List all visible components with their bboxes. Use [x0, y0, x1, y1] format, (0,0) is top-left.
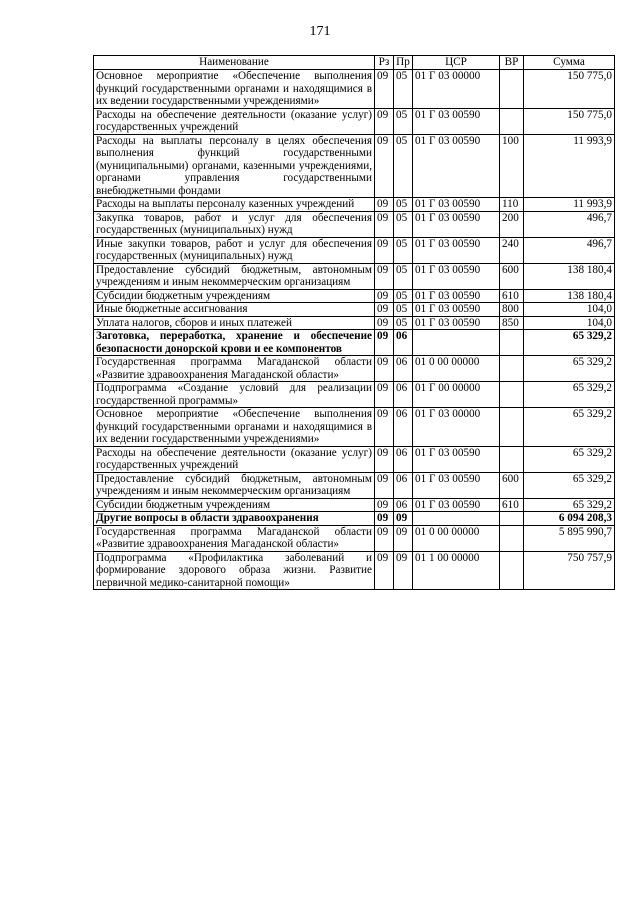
cell-pr: 06 [394, 498, 413, 512]
cell-vr [500, 525, 524, 551]
cell-pr: 05 [394, 237, 413, 263]
cell-csr: 01 Г 00 00000 [413, 382, 500, 408]
cell-sum: 750 757,9 [524, 551, 615, 590]
cell-sum: 138 180,4 [524, 289, 615, 303]
cell-vr [500, 446, 524, 472]
cell-csr: 01 Г 03 00000 [413, 408, 500, 447]
cell-csr [413, 330, 500, 356]
cell-sum: 6 094 208,3 [524, 512, 615, 526]
table-row [94, 134, 615, 198]
cell-pr: 05 [394, 303, 413, 317]
cell-rz: 09 [375, 525, 394, 551]
cell-rz: 09 [375, 446, 394, 472]
cell-vr [500, 70, 524, 109]
cell-rz: 09 [375, 498, 394, 512]
cell-name: Подпрограмма «Создание условий для реализации государственной программы» [94, 382, 375, 408]
header-vr: ВР [500, 56, 524, 70]
cell-pr: 05 [394, 263, 413, 289]
cell-vr: 240 [500, 237, 524, 263]
cell-sum: 65 329,2 [524, 472, 615, 498]
cell-pr: 09 [394, 512, 413, 526]
cell-rz: 09 [375, 134, 394, 198]
cell-vr: 850 [500, 316, 524, 330]
table-body [94, 70, 615, 590]
cell-pr: 06 [394, 472, 413, 498]
cell-csr: 01 Г 03 00590 [413, 198, 500, 212]
table-row [94, 330, 615, 356]
cell-pr: 05 [394, 108, 413, 134]
cell-vr [500, 551, 524, 590]
cell-sum: 11 993,9 [524, 134, 615, 198]
header-pr: Пр [394, 56, 413, 70]
cell-rz: 09 [375, 211, 394, 237]
cell-vr: 110 [500, 198, 524, 212]
cell-csr: 01 Г 03 00590 [413, 289, 500, 303]
cell-sum: 65 329,2 [524, 382, 615, 408]
cell-name: Расходы на выплаты персоналу в целях обеспечения выполнения функций государственными (муниципальными) органами, казенными учреждениями, органами управления государственными внебюджетными фондами [94, 134, 375, 198]
table-row [94, 446, 615, 472]
cell-name: Подпрограмма «Профилактика заболеваний и формирование здорового образа жизни. Развитие первичной медико-санитарной помощи» [94, 551, 375, 590]
table-row [94, 498, 615, 512]
cell-vr: 600 [500, 263, 524, 289]
cell-vr [500, 356, 524, 382]
table-row [94, 70, 615, 109]
table-row [94, 382, 615, 408]
cell-rz: 09 [375, 512, 394, 526]
cell-csr: 01 Г 03 00590 [413, 237, 500, 263]
cell-pr: 09 [394, 525, 413, 551]
cell-sum: 104,0 [524, 316, 615, 330]
cell-vr: 610 [500, 498, 524, 512]
cell-sum: 138 180,4 [524, 263, 615, 289]
cell-rz: 09 [375, 330, 394, 356]
header-csr: ЦСР [413, 56, 500, 70]
cell-csr: 01 1 00 00000 [413, 551, 500, 590]
cell-sum: 65 329,2 [524, 330, 615, 356]
cell-csr [413, 512, 500, 526]
cell-csr: 01 Г 03 00590 [413, 108, 500, 134]
cell-sum: 65 329,2 [524, 446, 615, 472]
cell-sum: 150 775,0 [524, 70, 615, 109]
cell-csr: 01 Г 03 00590 [413, 211, 500, 237]
cell-vr [500, 408, 524, 447]
cell-csr: 01 Г 03 00590 [413, 303, 500, 317]
cell-rz: 09 [375, 382, 394, 408]
table-row [94, 551, 615, 590]
cell-name: Уплата налогов, сборов и иных платежей [94, 316, 375, 330]
cell-pr: 06 [394, 408, 413, 447]
cell-name: Расходы на выплаты персоналу казенных учреждений [94, 198, 375, 212]
cell-sum: 496,7 [524, 237, 615, 263]
cell-name: Иные закупки товаров, работ и услуг для обеспечения государственных (муниципальных) нужд [94, 237, 375, 263]
table-row [94, 512, 615, 526]
cell-vr: 100 [500, 134, 524, 198]
header-sum: Сумма [524, 56, 615, 70]
header-rz: Рз [375, 56, 394, 70]
cell-csr: 01 Г 03 00590 [413, 263, 500, 289]
cell-name: Расходы на обеспечение деятельности (оказание услуг) государственных учреждений [94, 446, 375, 472]
cell-pr: 06 [394, 382, 413, 408]
cell-pr: 05 [394, 289, 413, 303]
table-header-row [94, 56, 615, 70]
cell-rz: 09 [375, 408, 394, 447]
cell-rz: 09 [375, 198, 394, 212]
table-row [94, 198, 615, 212]
header-name: Наименование [94, 56, 375, 70]
table-row [94, 289, 615, 303]
table-row [94, 472, 615, 498]
cell-pr: 06 [394, 446, 413, 472]
cell-sum: 150 775,0 [524, 108, 615, 134]
cell-rz: 09 [375, 289, 394, 303]
cell-rz: 09 [375, 108, 394, 134]
cell-pr: 05 [394, 316, 413, 330]
cell-name: Государственная программа Магаданской области «Развитие здравоохранения Магаданской области» [94, 525, 375, 551]
table-row [94, 408, 615, 447]
cell-pr: 05 [394, 198, 413, 212]
cell-pr: 06 [394, 356, 413, 382]
cell-sum: 65 329,2 [524, 498, 615, 512]
cell-rz: 09 [375, 356, 394, 382]
cell-pr: 05 [394, 211, 413, 237]
cell-name: Основное мероприятие «Обеспечение выполнения функций государственными органами и находящимися в их ведении государственными учреждениями» [94, 408, 375, 447]
cell-name: Закупка товаров, работ и услуг для обеспечения государственных (муниципальных) нужд [94, 211, 375, 237]
cell-csr: 01 0 00 00000 [413, 525, 500, 551]
cell-pr: 06 [394, 330, 413, 356]
cell-vr [500, 512, 524, 526]
cell-vr: 610 [500, 289, 524, 303]
cell-name: Основное мероприятие «Обеспечение выполнения функций государственными органами и находящимися в их ведении государственными учреждениями» [94, 70, 375, 109]
cell-csr: 01 Г 03 00590 [413, 472, 500, 498]
cell-sum: 496,7 [524, 211, 615, 237]
cell-vr: 200 [500, 211, 524, 237]
cell-sum: 65 329,2 [524, 408, 615, 447]
cell-rz: 09 [375, 316, 394, 330]
cell-rz: 09 [375, 237, 394, 263]
budget-table [93, 55, 615, 590]
table-row [94, 263, 615, 289]
table-row [94, 237, 615, 263]
page-number: 171 [309, 24, 331, 39]
cell-sum: 104,0 [524, 303, 615, 317]
cell-name: Расходы на обеспечение деятельности (оказание услуг) государственных учреждений [94, 108, 375, 134]
table-row [94, 356, 615, 382]
cell-name: Иные бюджетные ассигнования [94, 303, 375, 317]
cell-csr: 01 Г 03 00590 [413, 446, 500, 472]
cell-pr: 09 [394, 551, 413, 590]
cell-csr: 01 Г 03 00000 [413, 70, 500, 109]
cell-rz: 09 [375, 551, 394, 590]
cell-csr: 01 Г 03 00590 [413, 316, 500, 330]
table-row [94, 525, 615, 551]
cell-name: Предоставление субсидий бюджетным, автономным учреждениям и иным некоммерческим организациям [94, 472, 375, 498]
cell-csr: 01 Г 03 00590 [413, 134, 500, 198]
cell-pr: 05 [394, 70, 413, 109]
cell-vr [500, 330, 524, 356]
table-row [94, 316, 615, 330]
cell-sum: 5 895 990,7 [524, 525, 615, 551]
cell-vr [500, 382, 524, 408]
cell-rz: 09 [375, 303, 394, 317]
cell-vr [500, 108, 524, 134]
cell-sum: 65 329,2 [524, 356, 615, 382]
cell-csr: 01 0 00 00000 [413, 356, 500, 382]
cell-name: Заготовка, переработка, хранение и обеспечение безопасности донорской крови и ее компонентов [94, 330, 375, 356]
table-row [94, 108, 615, 134]
cell-vr: 600 [500, 472, 524, 498]
cell-rz: 09 [375, 472, 394, 498]
cell-rz: 09 [375, 263, 394, 289]
cell-rz: 09 [375, 70, 394, 109]
cell-name: Предоставление субсидий бюджетным, автономным учреждениям и иным некоммерческим организациям [94, 263, 375, 289]
cell-pr: 05 [394, 134, 413, 198]
cell-name: Субсидии бюджетным учреждениям [94, 289, 375, 303]
cell-name: Субсидии бюджетным учреждениям [94, 498, 375, 512]
table-row [94, 303, 615, 317]
cell-sum: 11 993,9 [524, 198, 615, 212]
cell-name: Другие вопросы в области здравоохранения [94, 512, 375, 526]
table-row [94, 211, 615, 237]
cell-csr: 01 Г 03 00590 [413, 498, 500, 512]
cell-name: Государственная программа Магаданской области «Развитие здравоохранения Магаданской области» [94, 356, 375, 382]
cell-vr: 800 [500, 303, 524, 317]
